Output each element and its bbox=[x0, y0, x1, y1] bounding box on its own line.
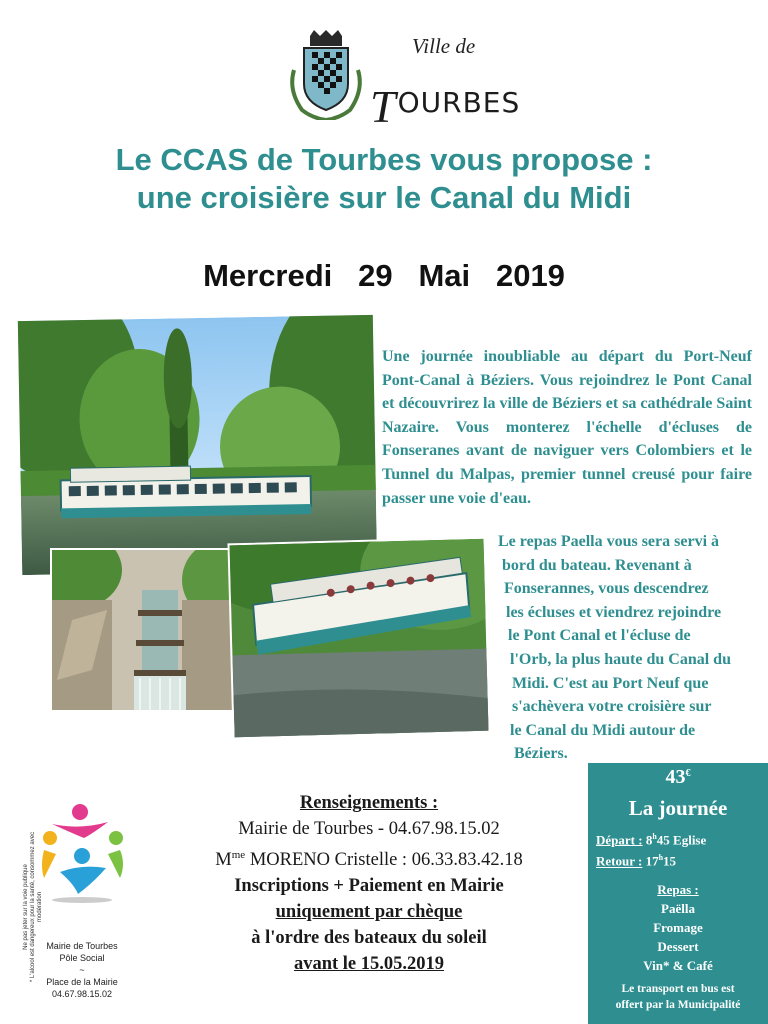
desc2-line: les écluses et viendrez rejoindre bbox=[506, 603, 722, 621]
info-mairie-phone: Mairie de Tourbes - 04.67.98.15.02 bbox=[238, 819, 500, 839]
price-amount: 43€ bbox=[665, 766, 691, 788]
event-date: Mercredi 29 Mai 2019 bbox=[203, 258, 565, 293]
price-box bbox=[588, 763, 768, 1024]
headline-line-2: une croisière sur le Canal du Midi bbox=[136, 180, 632, 215]
info-title: Renseignements : bbox=[299, 793, 439, 813]
pole-social-logo-icon bbox=[34, 800, 130, 906]
desc2-line: Béziers. bbox=[514, 745, 568, 763]
price-label: La journée bbox=[628, 796, 728, 820]
logo-ville-text: Ville de bbox=[412, 34, 476, 58]
desc2-line: s'achèvera votre croisière sur bbox=[512, 698, 712, 716]
info-order: à l'ordre des bateaux du soleil bbox=[251, 928, 487, 949]
desc2-line: bord du bateau. Revenant à bbox=[502, 556, 692, 574]
description-paragraph-2 bbox=[498, 530, 754, 766]
transport-note: Le transport en bus est offert par la Municipalité bbox=[615, 983, 741, 1011]
menu-item: Dessert bbox=[657, 939, 699, 954]
description-paragraph-1: Une journée inoubliable au départ du Port-Neuf Pont-Canal à Béziers. Vous rejoindrez le Pont Canal et découvrirez la ville de Béziers et sa cathédrale Saint Nazaire. Vous monterez l'échelle d'écluses de Fonseranes avant de naviguer vers Colombiers et le Tunnel du Malpas, premier tunnel creusé pour faire passer une voie d'eau. bbox=[382, 348, 752, 507]
ville-de-tourbes-logo bbox=[286, 30, 526, 132]
registration-info bbox=[148, 790, 590, 977]
info-deadline: avant le 15.05.2019 bbox=[293, 954, 445, 975]
menu-item: Vin* & Café bbox=[643, 958, 713, 973]
coat-of-arms-icon bbox=[286, 30, 366, 120]
tour-boat-photo bbox=[227, 537, 490, 740]
menu-item: Fromage bbox=[653, 920, 703, 935]
info-payment: uniquement par chèque bbox=[275, 902, 463, 923]
desc2-line: Le repas Paella vous sera servi à bbox=[498, 533, 720, 550]
schedule: Départ : 8$^h$45 Eglise Retour : 17$^h$15 bbox=[596, 832, 707, 869]
desc2-line: le Pont Canal et l'écluse de bbox=[508, 627, 691, 645]
boat-canal-photo bbox=[18, 315, 377, 575]
ccas-address: Mairie de Tourbes Pôle Social ~ Place de la Mairie 04.67.98.15.02 bbox=[46, 941, 118, 999]
headline-line-1: Le CCAS de Tourbes vous propose : bbox=[115, 142, 653, 177]
legal-sidenote: Ne pas jeter sur la voie publique * L'alcool est dangereux pour la santé, consommez avec modération bbox=[23, 831, 43, 983]
logo-tourbes-text: TOURBES bbox=[370, 81, 521, 132]
info-contact-phone: $M^{me}$ MORENO Cristelle : 06.33.83.42.18 bbox=[215, 849, 523, 871]
info-inscriptions: Inscriptions + Paiement en Mairie bbox=[234, 876, 504, 897]
desc2-line: Fonserannes, vous descendrez bbox=[504, 580, 709, 598]
menu-item: Paëlla bbox=[661, 901, 695, 916]
menu: Repas : Paëlla Fromage Dessert Vin* & Café bbox=[588, 880, 768, 975]
desc2-line: l'Orb, la plus haute du Canal du bbox=[510, 650, 731, 668]
desc2-line: le Canal du Midi autour de bbox=[510, 721, 696, 739]
desc2-line: Midi. C'est au Port Neuf que bbox=[512, 674, 709, 692]
fonseranes-locks-photo bbox=[50, 548, 236, 712]
